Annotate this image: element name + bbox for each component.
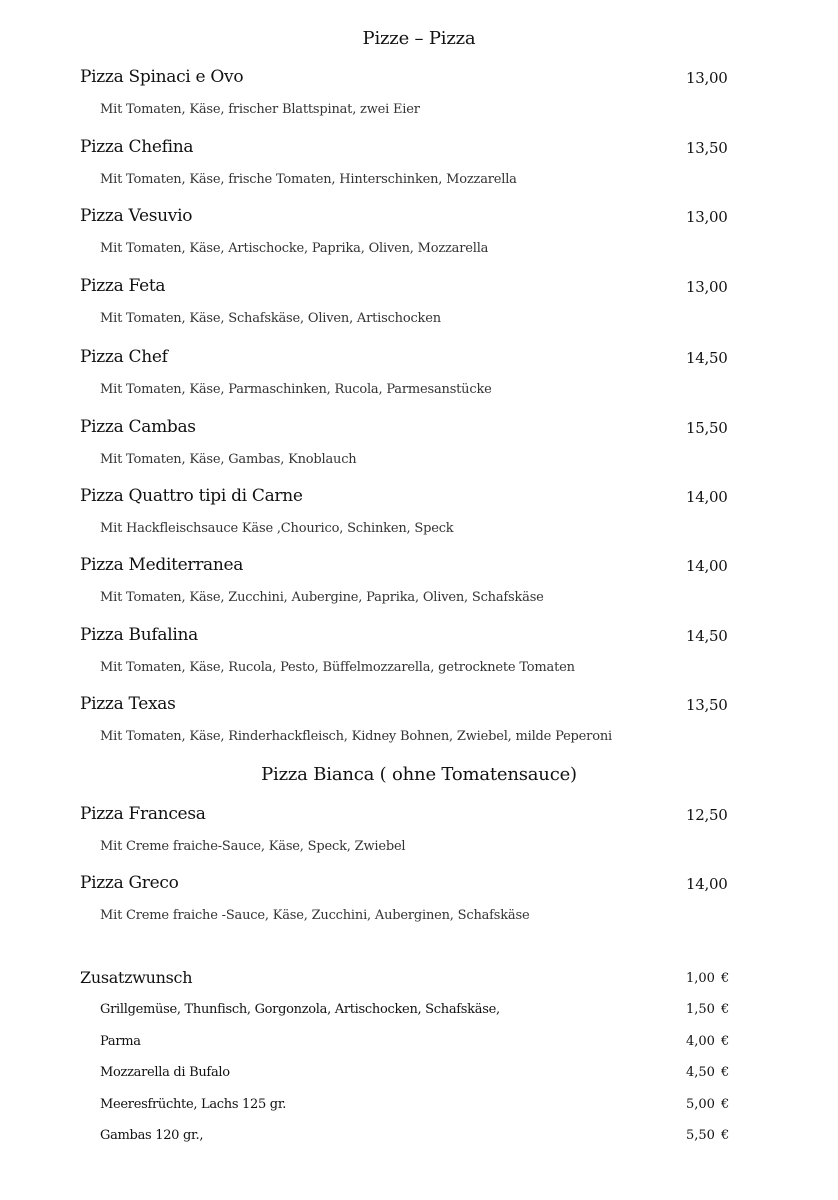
item-description: Mit Tomaten, Käse, Rinderhackfleisch, Kidney Bohnen, Zwiebel, milde Peperoni	[100, 729, 612, 744]
bianca-section-title: Pizza Bianca ( ohne Tomatensauce)	[261, 764, 577, 785]
item-price: 13,50	[686, 696, 728, 714]
item-name: Pizza Chef	[80, 347, 168, 367]
extra-label: Meeresfrüchte, Lachs 125 gr.	[100, 1097, 287, 1112]
item-price: 14,00	[686, 488, 728, 506]
extra-price: 5,50 €	[686, 1128, 730, 1143]
item-description: Mit Tomaten, Käse, Gambas, Knoblauch	[100, 452, 357, 467]
extra-label: Mozzarella di Bufalo	[100, 1065, 230, 1080]
item-name: Pizza Chefina	[80, 137, 194, 157]
item-price: 13,00	[686, 278, 728, 296]
item-name: Pizza Feta	[80, 276, 166, 296]
item-description: Mit Tomaten, Käse, frische Tomaten, Hinterschinken, Mozzarella	[100, 172, 517, 187]
item-name: Pizza Texas	[80, 694, 176, 714]
extra-price: 5,00 €	[686, 1097, 730, 1112]
extras-title: Zusatzwunsch	[80, 968, 193, 987]
item-name: Pizza Francesa	[80, 804, 206, 824]
item-description: Mit Tomaten, Käse, Zucchini, Aubergine, Paprika, Oliven, Schafskäse	[100, 590, 544, 605]
item-price: 13,50	[686, 139, 728, 157]
extra-price: 4,00 €	[686, 1034, 730, 1049]
item-description: Mit Tomaten, Käse, Parmaschinken, Rucola, Parmesanstücke	[100, 382, 492, 397]
item-price: 13,00	[686, 208, 728, 226]
item-description: Mit Tomaten, Käse, frischer Blattspinat, zwei Eier	[100, 102, 420, 117]
extra-price: 4,50 €	[686, 1065, 730, 1080]
item-price: 15,50	[686, 419, 728, 437]
extra-price: 1,50 €	[686, 1002, 730, 1017]
item-description: Mit Creme fraiche-Sauce, Käse, Speck, Zwiebel	[100, 839, 406, 854]
item-price: 14,50	[686, 349, 728, 367]
item-description: Mit Tomaten, Käse, Schafskäse, Oliven, Artischocken	[100, 311, 441, 326]
item-price: 12,50	[686, 806, 728, 824]
item-name: Pizza Spinaci e Ovo	[80, 67, 244, 87]
item-name: Pizza Mediterranea	[80, 555, 244, 575]
item-name: Pizza Cambas	[80, 417, 196, 437]
item-description: Mit Hackfleischsauce Käse ,Chourico, Schinken, Speck	[100, 521, 454, 536]
item-price: 14,00	[686, 875, 728, 893]
item-price: 13,00	[686, 69, 728, 87]
item-name: Pizza Greco	[80, 873, 179, 893]
item-description: Mit Tomaten, Käse, Artischocke, Paprika, Oliven, Mozzarella	[100, 241, 489, 256]
item-name: Pizza Quattro tipi di Carne	[80, 486, 303, 506]
item-price: 14,00	[686, 557, 728, 575]
extras-base-price: 1,00 €	[686, 971, 730, 986]
section-title: Pizze – Pizza	[362, 28, 476, 49]
extra-label: Grillgemüse, Thunfisch, Gorgonzola, Artischocken, Schafskäse,	[100, 1002, 500, 1017]
item-description: Mit Tomaten, Käse, Rucola, Pesto, Büffelmozzarella, getrocknete Tomaten	[100, 660, 575, 675]
item-price: 14,50	[686, 627, 728, 645]
extra-label: Gambas 120 gr.,	[100, 1128, 204, 1143]
item-name: Pizza Vesuvio	[80, 206, 193, 226]
item-name: Pizza Bufalina	[80, 625, 198, 645]
item-description: Mit Creme fraiche -Sauce, Käse, Zucchini, Auberginen, Schafskäse	[100, 908, 530, 923]
extra-label: Parma	[100, 1034, 141, 1049]
